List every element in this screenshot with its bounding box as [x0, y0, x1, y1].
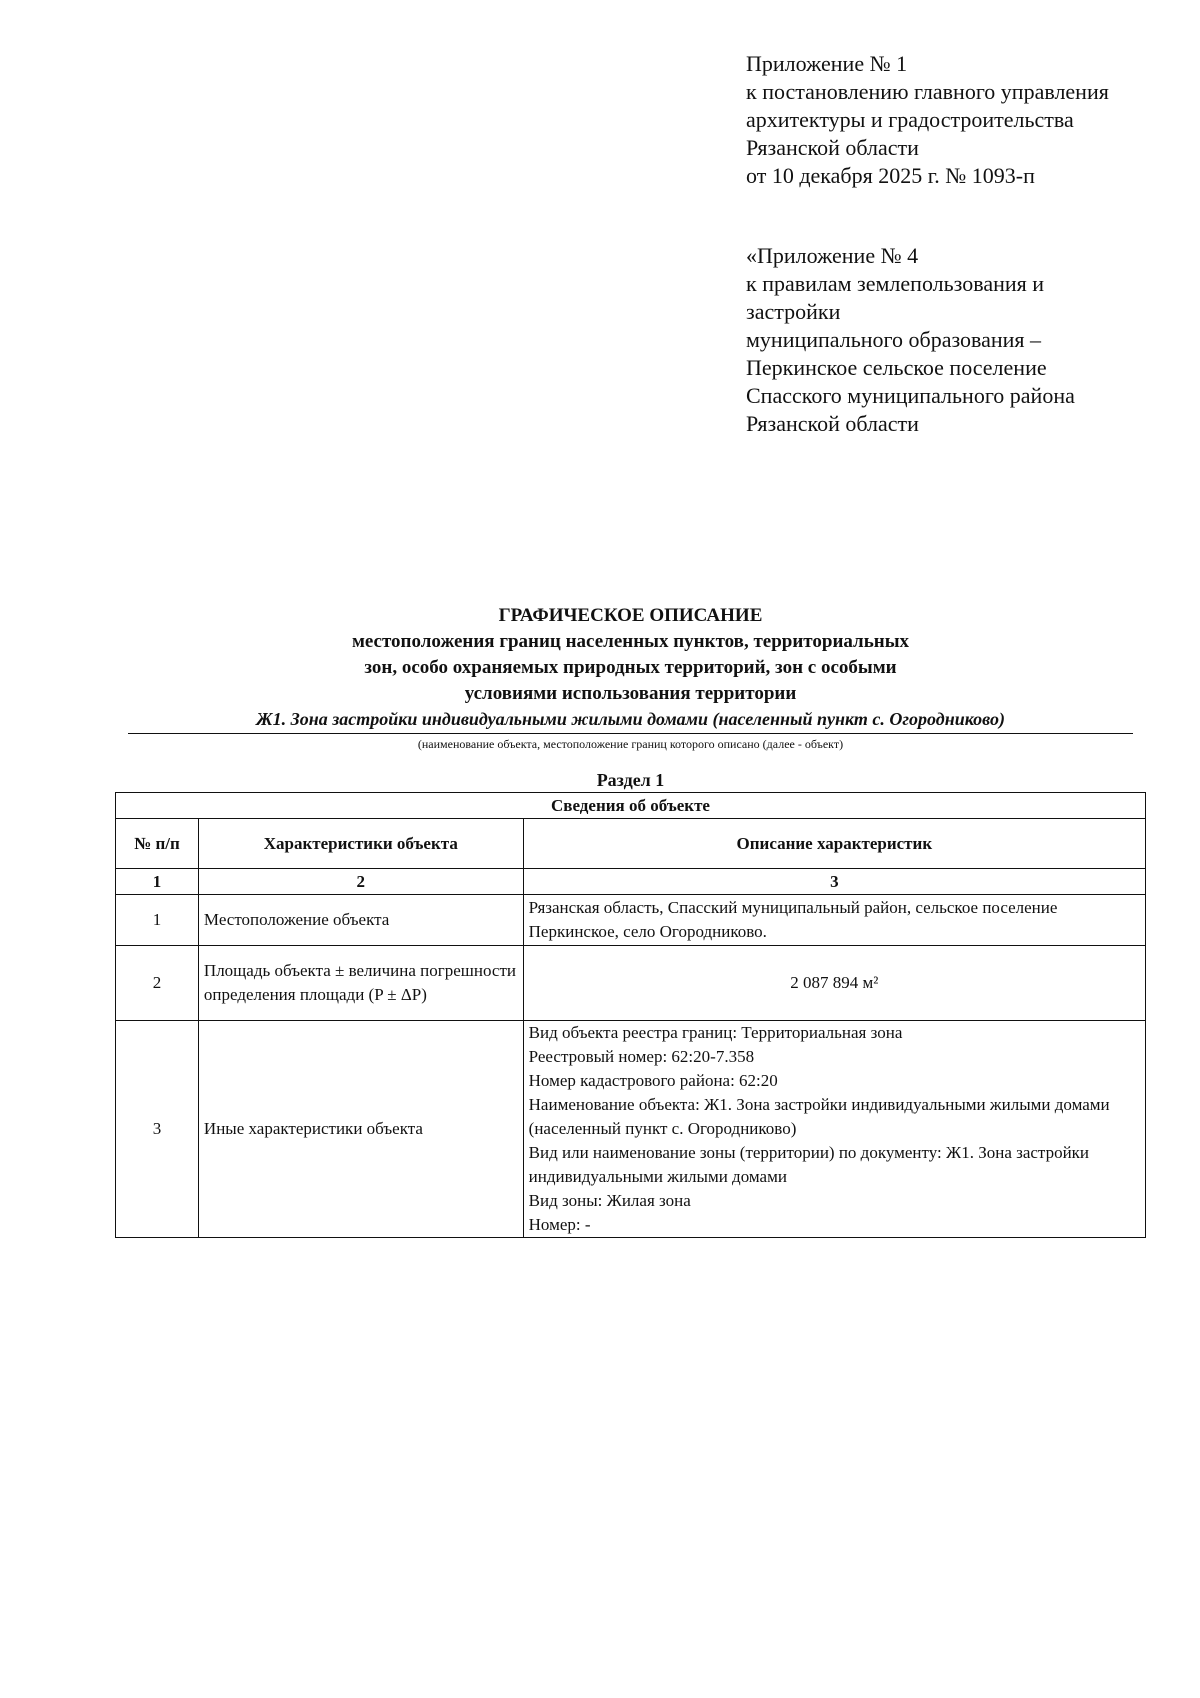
- row-characteristic: Площадь объекта ± величина погрешности определения площади (P ± ΔP): [198, 946, 523, 1021]
- annex-1-line: Приложение № 1: [746, 51, 908, 76]
- object-info-table: [115, 792, 1146, 1238]
- annex-4-line: Спасского муниципального района: [746, 383, 1075, 408]
- annex-4-line: Перкинское сельское поселение: [746, 355, 1047, 380]
- description-line: Рязанская область, Спасский муниципальный район, сельское поселение Перкинское, село Огородниково.: [528, 898, 1058, 941]
- row-num: 3: [116, 1021, 199, 1238]
- row-description: [523, 895, 1145, 946]
- object-name: Ж1. Зона застройки индивидуальными жилыми домами (населенный пункт с. Огородниково): [256, 709, 1005, 729]
- header-num: № п/п: [116, 819, 199, 869]
- table-row: [116, 895, 1146, 946]
- description-line: Вид объекта реестра границ: Территориальная зона: [528, 1023, 903, 1042]
- row-characteristic: Иные характеристики объекта: [198, 1021, 523, 1238]
- column-number: 3: [523, 869, 1145, 895]
- description-line: Вид или наименование зоны (территории) по документу: Ж1. Зона застройки индивидуальными жилыми домами: [528, 1143, 1090, 1186]
- description-line: Номер: -: [528, 1215, 591, 1234]
- table-row: [116, 946, 1146, 1021]
- column-number: 1: [116, 869, 199, 895]
- header-description: Описание характеристик: [523, 819, 1145, 869]
- description-line: Вид зоны: Жилая зона: [528, 1191, 691, 1210]
- title-line: зон, особо охраняемых природных территорий, зон с особыми: [364, 657, 897, 678]
- annex-4-line: «Приложение № 4: [746, 243, 919, 268]
- annex-1-line: от 10 декабря 2025 г. № 1093-п: [746, 163, 1035, 188]
- description-line: Наименование объекта: Ж1. Зона застройки индивидуальными жилыми домами (населенный пункт с. Огородниково): [528, 1095, 1110, 1138]
- document-title: [128, 603, 1133, 707]
- annex-1-header: [746, 50, 1186, 190]
- annex-4-line: к правилам землепользования и: [746, 271, 1045, 296]
- table-row: [116, 1021, 1146, 1238]
- annex-4-line: муниципального образования –: [746, 327, 1042, 352]
- description-line: 2 087 894 м²: [790, 973, 879, 992]
- description-line: Реестровый номер: 62:20-7.358: [528, 1047, 755, 1066]
- annex-1-line: архитектуры и градостроительства: [746, 107, 1074, 132]
- row-characteristic: Местоположение объекта: [198, 895, 523, 946]
- annex-4-line: застройки: [746, 299, 841, 324]
- title-line: условиями использования территории: [464, 683, 797, 704]
- annex-1-line: к постановлению главного управления: [746, 79, 1109, 104]
- annex-4-header: [746, 242, 1186, 438]
- annex-4-line: Рязанской области: [746, 411, 919, 436]
- title-line: местоположения границ населенных пунктов, территориальных: [351, 631, 910, 652]
- row-description: [523, 946, 1145, 1021]
- column-number: 2: [198, 869, 523, 895]
- row-num: 1: [116, 895, 199, 946]
- description-line: Номер кадастрового района: 62:20: [528, 1071, 778, 1090]
- section-title: Раздел 1: [596, 770, 665, 790]
- row-description: [523, 1021, 1145, 1238]
- object-name-underline: [128, 733, 1133, 734]
- title-main: ГРАФИЧЕСКОЕ ОПИСАНИЕ: [498, 605, 763, 626]
- table-caption: Сведения об объекте: [116, 793, 1146, 819]
- annex-1-line: Рязанской области: [746, 135, 919, 160]
- header-characteristic: Характеристики объекта: [198, 819, 523, 869]
- row-num: 2: [116, 946, 199, 1021]
- object-name-hint: (наименование объекта, местоположение границ которого описано (далее - объект): [417, 737, 844, 751]
